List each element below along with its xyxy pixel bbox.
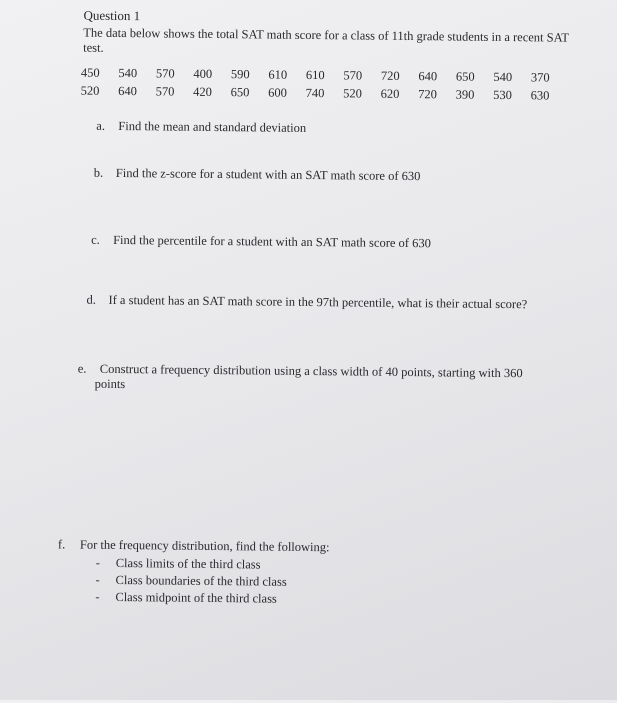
data-value: 650 xyxy=(455,69,475,84)
part-text: If a student has an SAT math score in the 97th percentile, what is their actual score? xyxy=(108,292,528,312)
part-letter: b. xyxy=(93,165,104,180)
data-value: 610 xyxy=(305,67,325,83)
question-intro: The data below shows the total SAT math score for a class of 11th grade students in a recent SAT test. xyxy=(83,25,569,55)
part-f xyxy=(58,537,330,555)
bullet-dash: - xyxy=(95,589,100,604)
data-value: 720 xyxy=(418,87,438,102)
data-value: 540 xyxy=(493,69,513,85)
data-value: 610 xyxy=(268,67,288,82)
part-letter: e. xyxy=(77,361,87,376)
data-value: 520 xyxy=(343,86,363,101)
data-value: 570 xyxy=(343,68,363,83)
data-value: 590 xyxy=(230,67,250,82)
data-value: 520 xyxy=(80,83,100,98)
part-text: Find the mean and standard deviation xyxy=(118,118,307,135)
data-value: 640 xyxy=(418,69,438,84)
part-letter: c. xyxy=(91,232,100,247)
data-value: 740 xyxy=(305,85,325,101)
list-item xyxy=(95,589,286,608)
bullet-text: Class limits of the third class xyxy=(115,555,261,572)
part-b xyxy=(94,166,421,184)
data-value: 640 xyxy=(118,83,138,99)
bullet-list xyxy=(95,555,287,608)
part-a xyxy=(96,119,306,136)
data-row-2 xyxy=(81,84,569,104)
bullet-text: Class boundaries of the third class xyxy=(115,572,287,589)
data-value: 370 xyxy=(530,70,550,85)
data-value: 400 xyxy=(193,66,213,81)
list-item xyxy=(95,572,286,591)
data-value: 570 xyxy=(155,66,175,81)
data-value: 450 xyxy=(80,65,100,80)
data-row-1 xyxy=(81,66,569,86)
data-value: 390 xyxy=(455,87,475,102)
data-value: 650 xyxy=(230,85,250,100)
part-e xyxy=(78,362,568,397)
data-value: 540 xyxy=(118,65,138,81)
part-letter: f. xyxy=(57,537,66,552)
bullet-dash: - xyxy=(95,555,101,570)
data-value: 630 xyxy=(530,88,550,103)
bullet-text: Class midpoint of the third class xyxy=(115,589,277,606)
data-value: 720 xyxy=(380,68,400,83)
part-text-continued: points xyxy=(94,376,126,392)
data-value: 620 xyxy=(380,86,400,101)
question-title: Question 1 xyxy=(83,7,141,24)
part-letter: a. xyxy=(96,118,106,133)
part-text: Find the z-score for a student with an SAT math score of 630 xyxy=(115,165,421,184)
bullet-dash: - xyxy=(95,572,100,587)
part-text: Find the percentile for a student with an SAT math score of 630 xyxy=(113,232,431,251)
data-value: 570 xyxy=(155,84,175,99)
part-text: For the frequency distribution, find the following: xyxy=(79,537,330,555)
part-text: Construct a frequency distribution using a class width of 40 points, starting with 360 xyxy=(99,361,523,381)
data-value: 530 xyxy=(493,87,513,103)
data-value: 420 xyxy=(193,84,213,99)
part-d xyxy=(86,293,527,313)
part-letter: d. xyxy=(86,292,96,307)
list-item xyxy=(96,555,287,574)
data-value: 600 xyxy=(268,85,288,100)
part-c xyxy=(91,233,431,252)
